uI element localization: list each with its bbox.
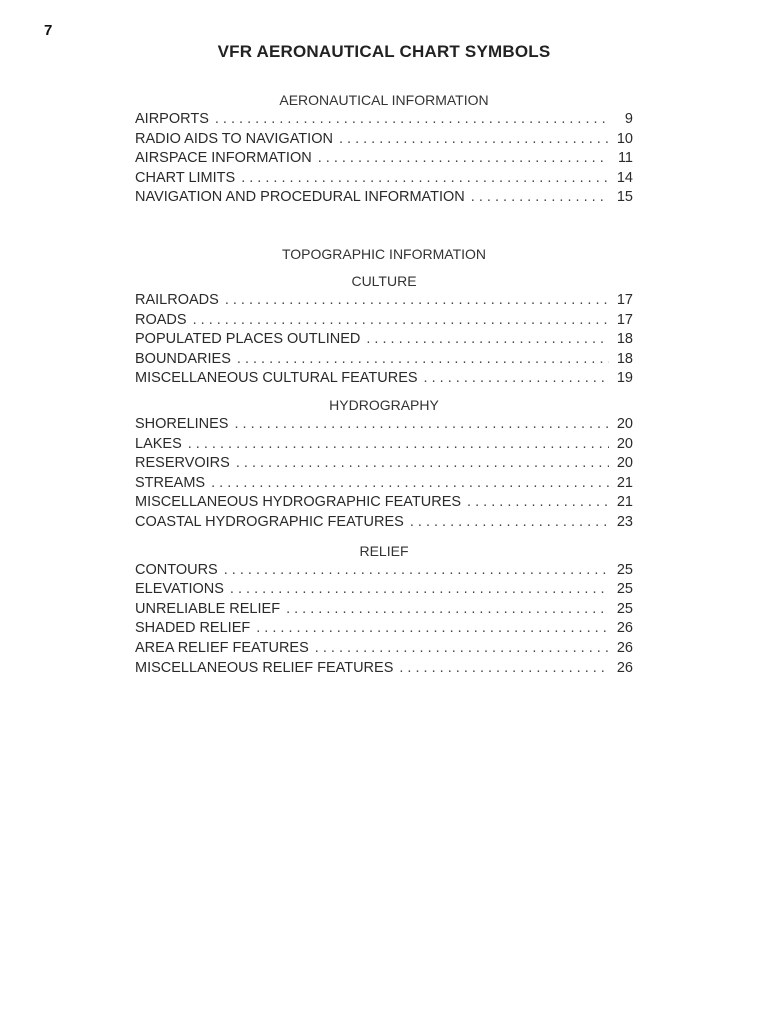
- toc-entry-label: NAVIGATION AND PROCEDURAL INFORMATION: [135, 189, 465, 206]
- toc-entry-label: AIRSPACE INFORMATION: [135, 150, 312, 167]
- topographic-section: [135, 244, 633, 678]
- toc-entry: [135, 291, 633, 311]
- toc-entry: [135, 110, 633, 130]
- toc-entry-label: RAILROADS: [135, 292, 219, 308]
- toc-entry-label: MISCELLANEOUS RELIEF FEATURES: [135, 659, 394, 676]
- toc-entry-label: MISCELLANEOUS CULTURAL FEATURES: [135, 370, 418, 387]
- toc-entry-page: 25: [616, 600, 633, 617]
- hydrography-entries: [135, 415, 633, 533]
- toc-entry: [135, 169, 633, 189]
- toc-entry-label: CHART LIMITS: [135, 169, 236, 186]
- dot-leader: [230, 580, 609, 600]
- toc-entry-page: 9: [624, 111, 633, 127]
- toc-entry-page: 17: [616, 292, 633, 308]
- toc-entry-page: 20: [616, 455, 633, 472]
- toc-entry-label: MISCELLANEOUS HYDROGRAPHIC FEATURES: [135, 494, 462, 511]
- toc-entry: [135, 149, 633, 169]
- toc-entry-page: 21: [616, 494, 633, 511]
- toc-entry: [135, 130, 633, 150]
- dot-leader: [188, 435, 609, 455]
- hydrography-heading: HYDROGRAPHY: [329, 396, 439, 413]
- toc-entry: [135, 561, 633, 581]
- toc-entry: [135, 330, 633, 350]
- toc-entry: [135, 350, 633, 370]
- dot-leader: [241, 169, 609, 189]
- dot-leader: [366, 330, 609, 350]
- toc-entry-page: 19: [616, 370, 633, 387]
- page-number: 7: [44, 22, 53, 39]
- dot-leader: [471, 188, 609, 208]
- toc-entry-page: 18: [616, 350, 633, 367]
- toc-entry-label: RESERVOIRS: [135, 455, 230, 472]
- toc-entry: [135, 619, 633, 639]
- toc-entry-page: 26: [616, 620, 633, 637]
- toc-entry-label: ROADS: [135, 311, 187, 328]
- aeronautical-heading: AERONAUTICAL INFORMATION: [279, 92, 489, 108]
- dot-leader: [424, 369, 609, 389]
- topographic-heading: TOPOGRAPHIC INFORMATION: [281, 246, 487, 262]
- toc-entry-label: LAKES: [135, 435, 182, 452]
- toc-entry-page: 25: [616, 581, 633, 598]
- dot-leader: [193, 311, 609, 331]
- dot-leader: [237, 350, 609, 370]
- toc-entry-label: BOUNDARIES: [135, 350, 231, 367]
- dot-leader: [318, 149, 609, 169]
- toc-entry: [135, 513, 633, 533]
- toc-entry: [135, 580, 633, 600]
- toc-entry-page: 23: [616, 513, 633, 530]
- toc-entry-label: UNRELIABLE RELIEF: [135, 600, 281, 617]
- dot-leader: [224, 561, 609, 581]
- toc-entry-page: 25: [616, 561, 633, 578]
- toc-entry-label: RADIO AIDS TO NAVIGATION: [135, 130, 333, 147]
- relief-entries: [135, 561, 633, 679]
- dot-leader: [215, 110, 609, 130]
- toc-entry-page: 11: [617, 150, 633, 167]
- toc-entry: [135, 188, 633, 208]
- toc-entry: [135, 415, 633, 435]
- toc-entry-label: AIRPORTS: [135, 111, 209, 127]
- toc-entry: [135, 493, 633, 513]
- aeronautical-entries: [135, 110, 633, 208]
- toc-entry: [135, 474, 633, 494]
- dot-leader: [339, 130, 609, 150]
- dot-leader: [286, 600, 609, 620]
- toc-entry-label: STREAMS: [135, 474, 206, 491]
- dot-leader: [256, 619, 609, 639]
- dot-leader: [467, 493, 609, 513]
- toc-entry-label: COASTAL HYDROGRAPHIC FEATURES: [135, 513, 404, 530]
- dot-leader: [410, 513, 609, 533]
- page-title: VFR AERONAUTICAL CHART SYMBOLS: [217, 42, 551, 61]
- toc-entry-page: 21: [616, 474, 633, 491]
- toc-entry: [135, 639, 633, 659]
- toc-entry-label: AREA RELIEF FEATURES: [135, 639, 309, 656]
- toc-entry: [135, 659, 633, 679]
- culture-entries: [135, 291, 633, 389]
- dot-leader: [211, 474, 609, 494]
- relief-heading: RELIEF: [359, 542, 409, 559]
- toc-entry-page: 20: [616, 415, 633, 432]
- toc-entry: [135, 600, 633, 620]
- culture-heading: CULTURE: [351, 273, 417, 289]
- dot-leader: [236, 454, 609, 474]
- toc-entry-label: CONTOURS: [135, 561, 218, 578]
- dot-leader: [225, 291, 609, 311]
- toc-entry-page: 26: [616, 639, 633, 656]
- toc-entry: [135, 454, 633, 474]
- toc-entry: [135, 311, 633, 331]
- toc-entry: [135, 369, 633, 389]
- toc-entry-label: SHORELINES: [135, 415, 229, 432]
- toc-entry-page: 26: [616, 659, 633, 676]
- toc-entry-page: 18: [616, 331, 633, 348]
- toc-entry-page: 20: [616, 435, 633, 452]
- toc-entry-page: 14: [616, 169, 633, 186]
- toc-entry-label: SHADED RELIEF: [135, 620, 251, 637]
- aeronautical-section: [135, 90, 633, 208]
- toc-entry: [135, 435, 633, 455]
- dot-leader: [399, 659, 609, 679]
- dot-leader: [315, 639, 609, 659]
- toc-entry-page: 15: [616, 189, 633, 206]
- toc-entry-label: POPULATED PLACES OUTLINED: [135, 331, 361, 348]
- toc-entry-page: 10: [616, 130, 633, 147]
- toc-entry-page: 17: [616, 311, 633, 328]
- toc-entry-label: ELEVATIONS: [135, 581, 224, 598]
- dot-leader: [234, 415, 609, 435]
